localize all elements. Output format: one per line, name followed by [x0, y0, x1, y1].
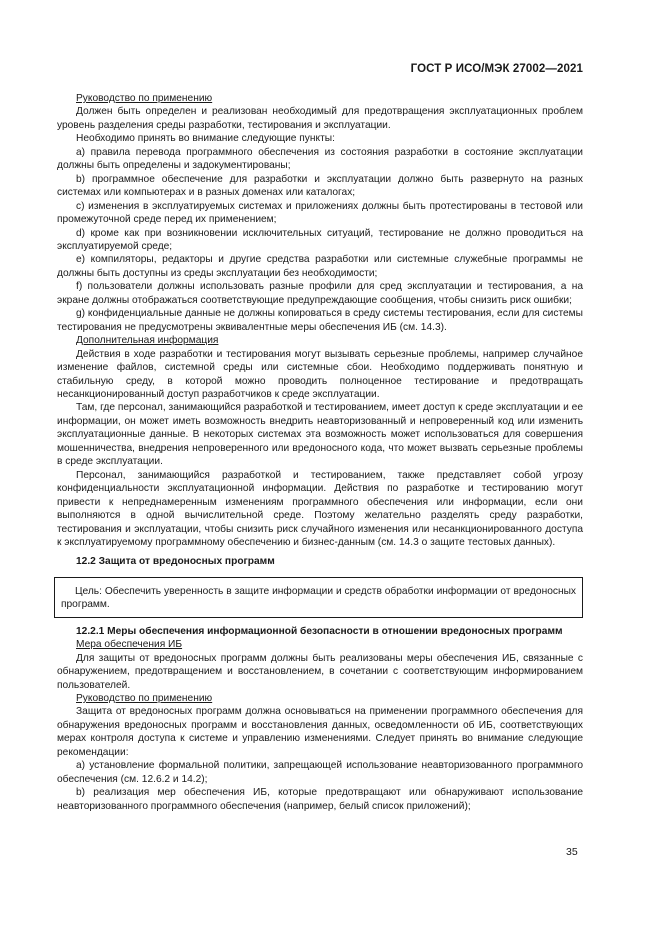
paragraph: Защита от вредоносных программ должна основываться на применении программного обеспечения для обнаружения вредоносных программ и восстановления данных, осведомленности об ИБ, соответствующих мерах контроля доступа к системе и управлению изменениями. Следует принять во внимание следующие рекомендации:: [57, 706, 583, 758]
paragraph: Там, где персонал, занимающийся разработкой и тестированием, имеет доступ к среде эксплуатации и ее информации, он может иметь возможность внедрить неавторизованный и непроверенный код или изменить эксплуатационные данные. В некоторых системах эта возможность может использоваться для совершения мошенничества, внедрения непроверенного или вредоносного кода, что может вызвать серьезные проблемы в среде эксплуатации.: [57, 402, 583, 468]
list-item: с) изменения в эксплуатируемых системах и приложениях должны быть протестированы в тестовой или промежуточной среде перед их применением;: [57, 200, 583, 226]
list-item: а) установление формальной политики, запрещающей использование неавторизованного программного обеспечения (см. 12.6.2 и 14.2);: [57, 760, 583, 785]
guidance-title: Руководство по применению: [76, 693, 213, 705]
list-item: е) компиляторы, редакторы и другие средства разработки или системные служебные программы не должны быть доступны из среды эксплуатации без необходимости;: [57, 254, 583, 279]
list-item: b) программное обеспечение для разработки и эксплуатации должно быть развернуто на разных системах или компьютерах и в разных доменах или каталогах;: [57, 173, 583, 199]
list-item: а) правила перевода программного обеспечения из состояния разработки в состояние эксплуатации должны быть определены и задокументированы;: [57, 146, 583, 172]
additional-info-title: Дополнительная информация: [76, 335, 219, 347]
document-header: ГОСТ Р ИСО/МЭК 27002—2021: [410, 63, 583, 75]
list-item: b) реализация мер обеспечения ИБ, которые предотвращают или обнаруживают использование неавторизованного программного обеспечения (например, белый список приложений);: [57, 787, 583, 812]
paragraph: Необходимо принять во внимание следующие пункты:: [76, 133, 335, 145]
section-heading-12-2-1: 12.2.1 Меры обеспечения информационной безопасности в отношении вредоносных программ: [76, 625, 563, 637]
paragraph: Персонал, занимающийся разработкой и тестированием, также представляет собой угрозу конфиденциальности эксплуатационной информации. Действия по разработке и тестированию могут привести к непреднамеренным изменениям программного обеспечения или информации, если они выполняются в одной вычислительной среде. Поэтому желательно разделять среду разработки, тестирования и эксплуатации, чтобы снизить риск случайного изменения или несанкционированного доступа к эксплуатируемому программному обеспечению и бизнес-данным (см. 14.3 о защите тестовых данных).: [57, 469, 583, 548]
paragraph: Для защиты от вредоносных программ должны быть реализованы меры обеспечения ИБ, связанные с обнаружением, предотвращением и восстановлением, в сочетании с соответствующим информированием пользователей.: [57, 652, 583, 691]
list-item: g) конфиденциальные данные не должны копироваться в среду системы тестирования, если для системы тестирования не предусмотрены эквивалентные меры обеспечения ИБ (см. 14.3).: [57, 308, 583, 333]
measure-title: Мера обеспечения ИБ: [76, 639, 183, 651]
paragraph: Действия в ходе разработки и тестирования могут вызывать серьезные проблемы, например случайное изменение файлов, системной среды или системные сбои. Необходимо поддерживать понятную и стабильную среду, в которой можно проводить полноценное тестирование и предотвращать несанкционированный доступ разработчиков к среде эксплуатации.: [57, 348, 583, 400]
list-item: f) пользователи должны использовать разные профили для сред эксплуатации и тестирования, а на экране должны отображаться соответствующие предупреждающие сообщения, чтобы снизить риск ошибки;: [57, 281, 583, 306]
page-content: [57, 92, 583, 813]
list-item: d) кроме как при возникновении исключительных ситуаций, тестирование не должно проводиться на эксплуатируемой среде;: [57, 227, 583, 252]
page-number: 35: [566, 846, 578, 858]
paragraph: Должен быть определен и реализован необходимый для предотвращения эксплуатационных проблем уровень разделения среды разработки, тестирования и эксплуатации.: [57, 106, 583, 131]
section-heading-12-2: 12.2 Защита от вредоносных программ: [76, 556, 275, 568]
guidance-title: Руководство по применению: [76, 93, 213, 104]
goal-box: Цель: Обеспечить уверенность в защите информации и средств обработки информации от вредоносных программ.: [54, 577, 583, 618]
